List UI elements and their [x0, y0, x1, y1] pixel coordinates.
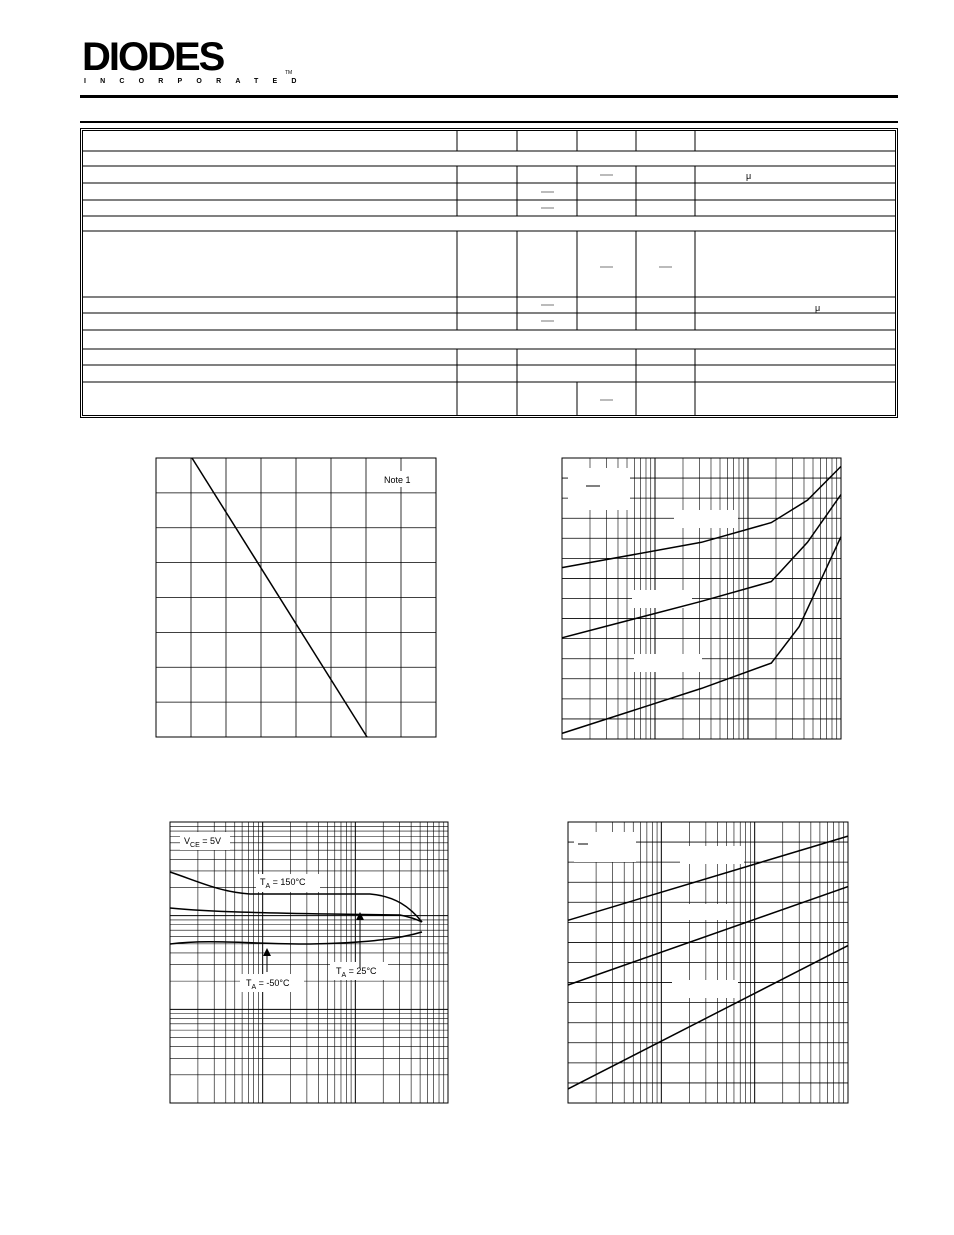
note-label: Note 1: [384, 475, 411, 485]
ta-25-label: $T_A = 25^\circ C$: [336, 966, 377, 979]
arrow-head-m50: [263, 948, 271, 956]
logo-wordmark: DIODES: [82, 35, 224, 79]
label-mask: [674, 510, 738, 528]
log-curve-chart-1: [562, 458, 844, 742]
electrical-characteristics-table: [80, 128, 898, 418]
log-curve-chart-2: [568, 822, 850, 1106]
derating-chart: [156, 458, 438, 740]
ta-150-label: $T_A = 150^\circ C$: [260, 877, 306, 890]
grid: [170, 822, 448, 1103]
diodes-logo: [80, 30, 300, 90]
label-mask: [568, 468, 630, 510]
line-3: [568, 946, 848, 1089]
logo-subtitle: INCORPORATED: [84, 78, 300, 85]
curve-ta-m50: [170, 932, 422, 944]
unit-micro-2: μ: [815, 303, 821, 313]
curve-3: [562, 537, 841, 734]
table-grid: [83, 131, 895, 415]
vce-label: $V_{CE} = 5V$: [184, 836, 222, 849]
unit-micro-1: μ: [746, 171, 752, 181]
ta-m50-label: $T_A = -50^\circ C$: [246, 978, 290, 991]
grid: [568, 822, 848, 1103]
plot-frame: [170, 822, 448, 1103]
label-mask: [680, 846, 744, 864]
label-mask: [574, 832, 636, 862]
label-mask: [672, 980, 738, 998]
label-mask: [632, 590, 692, 608]
trademark-mark: TM: [285, 70, 293, 76]
gain-chart: [170, 822, 450, 1106]
label-mask: [680, 904, 730, 920]
label-mask: [634, 654, 702, 672]
header-rule: [80, 95, 898, 98]
line-2: [568, 887, 848, 985]
header-rule-thin: [80, 121, 898, 123]
grid: [156, 458, 436, 737]
